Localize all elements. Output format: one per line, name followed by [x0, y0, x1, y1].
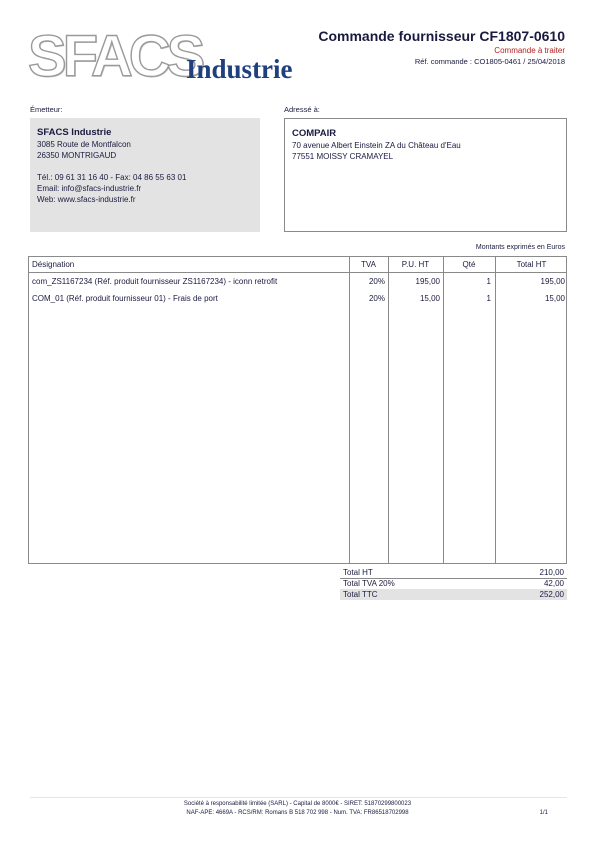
currency-note: Montants exprimés en Euros: [475, 244, 565, 251]
total-ht-value: 210,00: [539, 568, 564, 577]
emitter-box: [30, 118, 260, 232]
footer-legal-line2: NAF-APE: 4669A - RCS/RM: Romans B 518 702 998 - Num. TVA: FR86518702998: [186, 810, 409, 816]
total-ttc-value: 252,00: [539, 590, 564, 599]
recipient-address-line2: 77551 MOISSY CRAMAYEL: [292, 152, 394, 161]
recipient-address-line1: 70 avenue Albert Einstein ZA du Château d'Eau: [292, 141, 461, 150]
row2-tva: 20%: [368, 294, 385, 303]
emitter-web: Web: www.sfacs-industrie.fr: [37, 195, 136, 204]
order-title: Commande fournisseur CF1807-0610: [318, 28, 565, 44]
row1-unit-price: 195,00: [415, 277, 440, 286]
emitter-address-line1: 3085 Route de Montfalcon: [37, 140, 131, 149]
row2-total: 15,00: [544, 294, 565, 303]
logo-industrie-text: Industrie: [186, 54, 293, 84]
total-ttc-row: [340, 589, 567, 600]
page-number: 1/1: [539, 810, 548, 816]
total-tva-value: 42,00: [543, 579, 564, 588]
row1-designation: com_ZS1167234 (Réf. produit fournisseur ZS1167234) - iconn retrofit: [32, 277, 278, 286]
emitter-label: Émetteur:: [30, 105, 63, 114]
row2-designation: COM_01 (Réf. produit fournisseur 01) - Frais de port: [32, 294, 218, 303]
emitter-phone: Tél.: 09 61 31 16 40 - Fax: 04 86 55 63 01: [37, 173, 187, 182]
emitter-address-line2: 26350 MONTRIGAUD: [37, 151, 117, 160]
row1-tva: 20%: [368, 277, 385, 286]
order-lines-table: [28, 256, 567, 564]
total-ttc-label: Total TTC: [343, 590, 378, 599]
recipient-name: COMPAIR: [292, 128, 337, 139]
row2-unit-price: 15,00: [419, 294, 440, 303]
recipient-label: Adressé à:: [284, 105, 320, 114]
emitter-name: SFACS Industrie: [37, 127, 112, 138]
row1-quantity: 1: [486, 277, 491, 286]
recipient-box: [284, 118, 567, 232]
footer-divider: [30, 797, 567, 798]
order-reference: Réf. commande : CO1805-0461 / 25/04/2018: [414, 57, 565, 66]
header-tva: TVA: [361, 260, 376, 269]
header-unit-price: P.U. HT: [401, 260, 430, 269]
header-designation: Désignation: [32, 260, 75, 269]
total-tva-label: Total TVA 20%: [343, 579, 395, 588]
logo-sfacs-text: SFACS: [28, 24, 202, 89]
header-total: Total HT: [516, 260, 547, 269]
emitter-email: Email: info@sfacs-industrie.fr: [37, 184, 142, 193]
company-logo: [28, 24, 318, 89]
total-ht-label: Total HT: [343, 568, 373, 577]
footer-legal-line1: Société à responsabilité limitée (SARL) - Capital de 8000€ - SIRET: 51870299800023: [183, 801, 412, 807]
order-status: Commande à traiter: [494, 46, 565, 55]
row1-total: 195,00: [540, 277, 565, 286]
row2-quantity: 1: [486, 294, 491, 303]
header-quantity: Qté: [462, 260, 476, 269]
